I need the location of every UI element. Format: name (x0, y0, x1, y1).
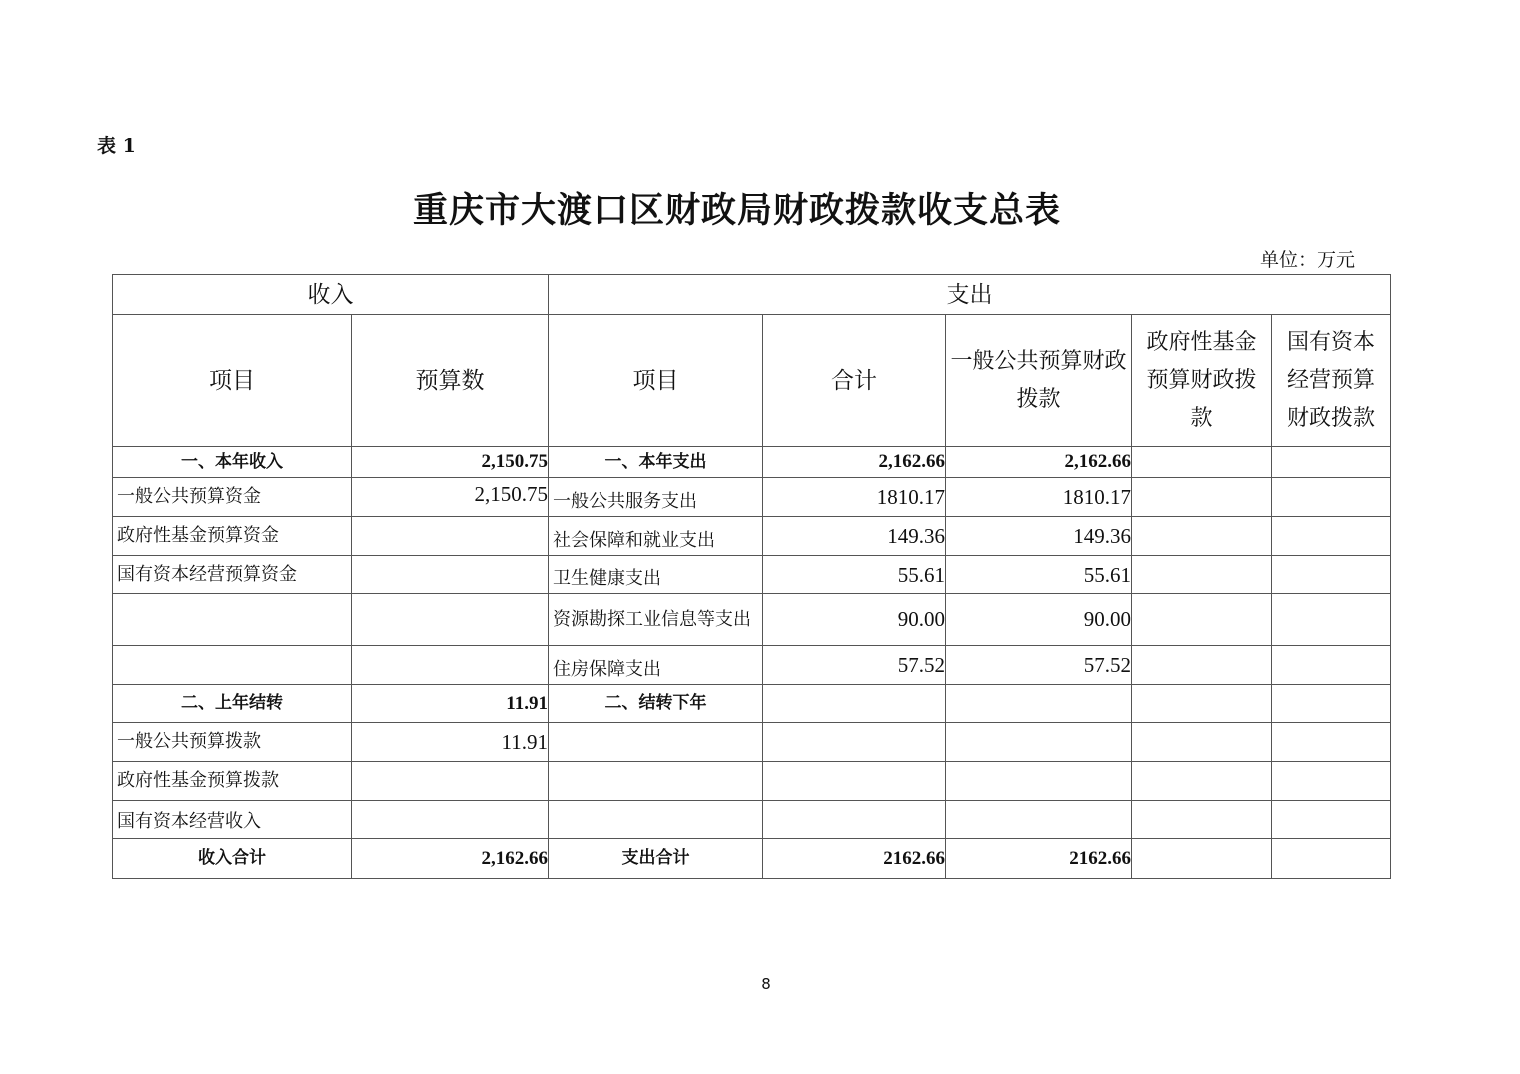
exp-general-cell (946, 723, 1132, 762)
exp-item-cell: 住房保障支出 (549, 646, 763, 685)
exp-state-cell (1272, 762, 1391, 801)
exp-total-cell: 57.52 (763, 646, 946, 685)
header-row-columns (113, 315, 1391, 447)
col-exp-total: 合计 (763, 315, 946, 447)
income-amount-cell (352, 594, 549, 646)
table-row (113, 646, 1391, 685)
exp-state-cell (1272, 723, 1391, 762)
table-row (113, 556, 1391, 594)
exp-fund-cell (1132, 447, 1272, 478)
col-income-budget: 预算数 (352, 315, 549, 447)
exp-fund-total (1132, 839, 1272, 879)
exp-fund-cell (1132, 801, 1272, 839)
exp-state-cell (1272, 478, 1391, 517)
exp-item-cell (549, 762, 763, 801)
income-header: 收入 (113, 275, 549, 315)
income-item-cell (113, 594, 352, 646)
exp-total-cell: 2,162.66 (763, 447, 946, 478)
income-amount-cell (352, 762, 549, 801)
document-title: 重庆市大渡口区财政局财政拨款收支总表 (412, 191, 1061, 231)
income-item-cell: 一般公共预算资金 (113, 478, 352, 517)
header-row-top (113, 275, 1391, 315)
exp-general-cell (946, 762, 1132, 801)
exp-item-cell (549, 801, 763, 839)
exp-fund-cell (1132, 646, 1272, 685)
exp-total-cell (763, 762, 946, 801)
income-item-cell: 二、上年结转 (113, 685, 352, 723)
income-item-cell: 政府性基金预算资金 (113, 517, 352, 556)
exp-state-cell (1272, 646, 1391, 685)
exp-state-total (1272, 839, 1391, 879)
exp-state-cell (1272, 556, 1391, 594)
budget-table (112, 274, 1391, 879)
exp-state-cell (1272, 685, 1391, 723)
exp-general-total: 2162.66 (946, 839, 1132, 879)
income-item-cell: 国有资本经营收入 (113, 801, 352, 839)
exp-fund-cell (1132, 594, 1272, 646)
income-amount-cell: 11.91 (352, 723, 549, 762)
exp-general-cell (946, 801, 1132, 839)
col-exp-item: 项目 (549, 315, 763, 447)
exp-item-cell: 社会保障和就业支出 (549, 517, 763, 556)
income-amount-cell (352, 556, 549, 594)
unit-label: 单位：万元 (1260, 249, 1356, 271)
col-exp-state: 国有资本经营预算财政拨款 (1272, 315, 1391, 447)
income-amount-cell (352, 646, 549, 685)
col-exp-general: 一般公共预算财政拨款 (946, 315, 1132, 447)
exp-general-cell: 57.52 (946, 646, 1132, 685)
exp-item-cell: 二、结转下年 (549, 685, 763, 723)
exp-fund-cell (1132, 723, 1272, 762)
income-item-cell: 一般公共预算拨款 (113, 723, 352, 762)
income-amount-cell: 2,150.75 (352, 447, 549, 478)
exp-fund-cell (1132, 556, 1272, 594)
income-item-cell (113, 646, 352, 685)
table-label: 表 1 (97, 135, 136, 157)
income-total-amount: 2,162.66 (352, 839, 549, 879)
exp-fund-cell (1132, 517, 1272, 556)
exp-general-cell: 149.36 (946, 517, 1132, 556)
exp-item-cell: 一般公共服务支出 (549, 478, 763, 517)
exp-general-cell: 90.00 (946, 594, 1132, 646)
exp-total-cell (763, 801, 946, 839)
exp-fund-cell (1132, 685, 1272, 723)
exp-item-cell: 一、本年支出 (549, 447, 763, 478)
exp-total-amount: 2162.66 (763, 839, 946, 879)
income-amount-cell (352, 801, 549, 839)
exp-total-cell (763, 685, 946, 723)
table-row (113, 594, 1391, 646)
table-row (113, 723, 1391, 762)
exp-item-cell: 资源勘探工业信息等支出 (549, 594, 763, 646)
table-row (113, 517, 1391, 556)
exp-total-cell: 90.00 (763, 594, 946, 646)
exp-general-cell: 55.61 (946, 556, 1132, 594)
exp-state-cell (1272, 517, 1391, 556)
col-income-item: 项目 (113, 315, 352, 447)
col-exp-fund: 政府性基金预算财政拨款 (1132, 315, 1272, 447)
exp-item-cell (549, 723, 763, 762)
expenditure-header: 支出 (549, 275, 1391, 315)
table-row (113, 685, 1391, 723)
exp-fund-cell (1132, 478, 1272, 517)
income-total-label: 收入合计 (113, 839, 352, 879)
exp-state-cell (1272, 594, 1391, 646)
exp-general-cell: 2,162.66 (946, 447, 1132, 478)
exp-fund-cell (1132, 762, 1272, 801)
exp-state-cell (1272, 447, 1391, 478)
income-item-cell: 政府性基金预算拨款 (113, 762, 352, 801)
exp-total-cell (763, 723, 946, 762)
table-row (113, 762, 1391, 801)
exp-total-cell: 1810.17 (763, 478, 946, 517)
exp-general-cell (946, 685, 1132, 723)
totals-row (113, 839, 1391, 879)
income-amount-cell (352, 517, 549, 556)
exp-total-cell: 149.36 (763, 517, 946, 556)
exp-item-cell: 卫生健康支出 (549, 556, 763, 594)
exp-general-cell: 1810.17 (946, 478, 1132, 517)
exp-total-label: 支出合计 (549, 839, 763, 879)
table-row (113, 801, 1391, 839)
income-amount-cell: 2,150.75 (352, 478, 549, 517)
exp-state-cell (1272, 801, 1391, 839)
income-item-cell: 国有资本经营预算资金 (113, 556, 352, 594)
income-item-cell: 一、本年收入 (113, 447, 352, 478)
income-amount-cell: 11.91 (352, 685, 549, 723)
page-number: 8 (761, 975, 771, 993)
table-row (113, 478, 1391, 517)
exp-total-cell: 55.61 (763, 556, 946, 594)
table-row (113, 447, 1391, 478)
